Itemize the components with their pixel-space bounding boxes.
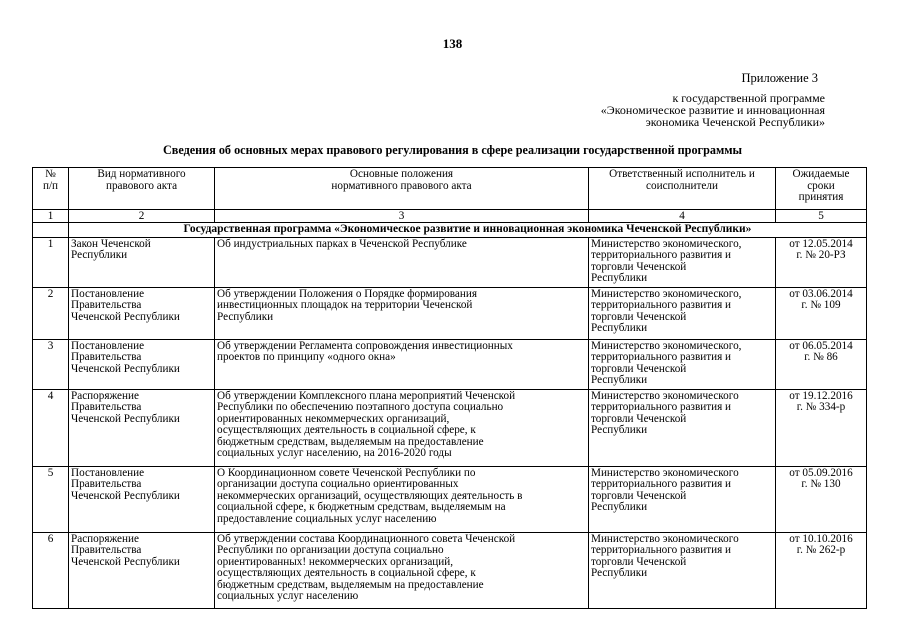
header-act-type: Вид нормативного правового акта	[69, 168, 215, 210]
column-number: 4	[589, 210, 776, 223]
header-executor: Ответственный исполнитель и соисполнители	[589, 168, 776, 210]
act-type-cell: Распоряжение Правительства Чеченской Республики	[69, 532, 215, 608]
appendix-label: Приложение 3	[741, 71, 818, 85]
executor-cell: Министерство экономического, территориального развития и торговли Чеченской Республики	[589, 287, 776, 339]
legal-measures-table	[32, 167, 867, 609]
act-type-cell: Распоряжение Правительства Чеченской Республики	[69, 389, 215, 466]
table-row	[33, 287, 867, 339]
header-provisions: Основные положения нормативного правового акта	[215, 168, 589, 210]
page-number: 138	[442, 36, 463, 51]
date-cell: от 05.09.2016 г. № 130	[776, 466, 867, 532]
executor-cell: Министерство экономического территориального развития и торговли Чеченской Республики	[589, 532, 776, 608]
program-reference: к государственной программе «Экономическое развитие и инновационная экономика Чеченской Республики»	[600, 91, 825, 129]
row-number: 2	[33, 287, 69, 339]
column-number-row	[33, 210, 867, 223]
section-title: Государственная программа «Экономическое развитие и инновационная экономика Чеченской Республики»	[69, 223, 867, 238]
row-number: 1	[33, 237, 69, 287]
act-type-cell: Закон Чеченской Республики	[69, 237, 215, 287]
table-row	[33, 389, 867, 466]
date-cell: от 19.12.2016 г. № 334-р	[776, 389, 867, 466]
act-type-cell: Постановление Правительства Чеченской Республики	[69, 287, 215, 339]
executor-cell: Министерство экономического, территориального развития и торговли Чеченской Республики	[589, 237, 776, 287]
provisions-cell: Об утверждении Комплексного плана мероприятий Чеченской Республики по обеспечению поэтапного доступа социально ориентированных некоммерческих организаций, осуществляющих деятельность в социальной сфере, к бюджетным средствам, выделяемым на предоставление социальных услуг населению, на 2016-2020 годы	[215, 389, 589, 466]
row-number: 5	[33, 466, 69, 532]
provisions-cell: Об утверждении Регламента сопровождения инвестиционных проектов по принципу «одного окна»	[215, 339, 589, 389]
section-row	[33, 223, 867, 238]
column-number: 5	[776, 210, 867, 223]
header-dates: Ожидаемые сроки принятия	[776, 168, 867, 210]
date-cell: от 12.05.2014 г. № 20-РЗ	[776, 237, 867, 287]
act-type-cell: Постановление Правительства Чеченской Республики	[69, 466, 215, 532]
date-cell: от 06.05.2014 г. № 86	[776, 339, 867, 389]
act-type-cell: Постановление Правительства Чеченской Республики	[69, 339, 215, 389]
row-number: 6	[33, 532, 69, 608]
section-spacer	[33, 223, 69, 238]
column-number: 2	[69, 210, 215, 223]
executor-cell: Министерство экономического территориального развития и торговли Чеченской Республики	[589, 389, 776, 466]
row-number: 4	[33, 389, 69, 466]
executor-cell: Министерство экономического, территориального развития и торговли Чеченской Республики	[589, 339, 776, 389]
provisions-cell: О Координационном совете Чеченской Республики по организации доступа социально ориентированных некоммерческих организаций, осуществляющих деятельность в социальной сфере, к бюджетным средствам, выделяемым на предоставление социальных услуг населению	[215, 466, 589, 532]
header-num: № п/п	[33, 168, 69, 210]
table-row	[33, 237, 867, 287]
table-header-row	[33, 168, 867, 210]
column-number: 3	[215, 210, 589, 223]
column-number: 1	[33, 210, 69, 223]
document-title: Сведения об основных мерах правового регулирования в сфере реализации государственной программы	[162, 143, 743, 157]
provisions-cell: Об утверждении состава Координационного совета Чеченской Республики по организации доступа социально ориентированных! некоммерческих организаций, осуществляющих деятельность в социальной сфере, к бюджетным средствам, выделяемым на предоставление социальных услуг населению	[215, 532, 589, 608]
date-cell: от 10.10.2016 г. № 262-р	[776, 532, 867, 608]
table-row	[33, 466, 867, 532]
row-number: 3	[33, 339, 69, 389]
executor-cell: Министерство экономического территориального развития и торговли Чеченской Республики	[589, 466, 776, 532]
provisions-cell: Об индустриальных парках в Чеченской Республике	[215, 237, 589, 287]
table-row	[33, 532, 867, 608]
date-cell: от 03.06.2014 г. № 109	[776, 287, 867, 339]
provisions-cell: Об утверждении Положения о Порядке формирования инвестиционных площадок на территории Чеченской Республики	[215, 287, 589, 339]
table-row	[33, 339, 867, 389]
